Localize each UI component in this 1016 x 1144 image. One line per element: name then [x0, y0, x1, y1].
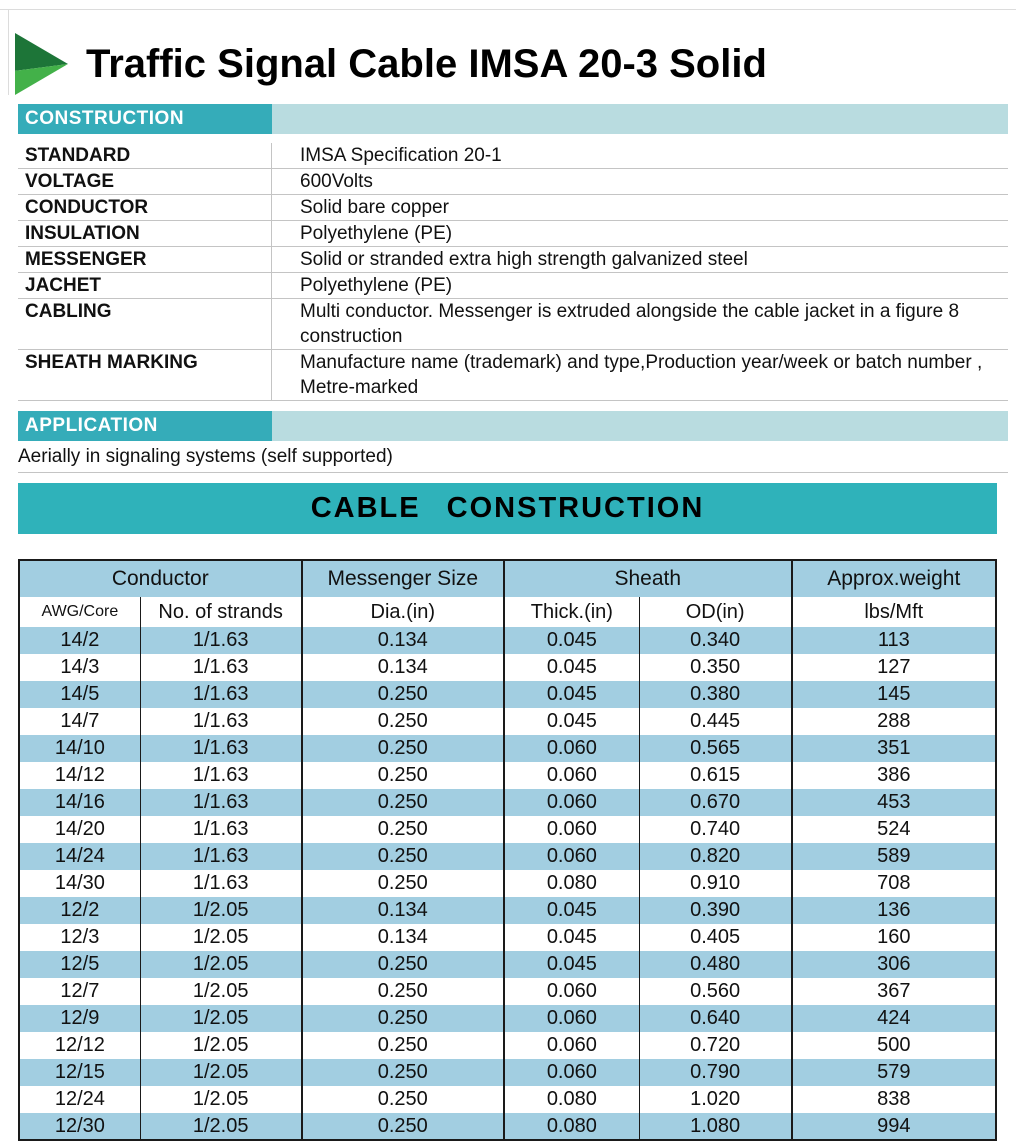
table-cell: 0.790 — [639, 1059, 791, 1086]
table-cell: 14/7 — [19, 708, 140, 735]
spec-row — [18, 221, 1008, 247]
table-cell: 12/3 — [19, 924, 140, 951]
title-bar — [0, 0, 1016, 104]
table-cell: 424 — [877, 1007, 911, 1029]
table-cell: 0.045 — [504, 924, 639, 951]
application-heading: APPLICATION — [18, 411, 272, 441]
application-text: Aerially in signaling systems (self supported) — [18, 441, 1008, 473]
table-cell: 708 — [877, 872, 911, 894]
spec-row — [18, 195, 1008, 221]
table-cell: 14/10 — [19, 735, 140, 762]
table-header — [19, 560, 996, 627]
green-play-arrow-icon — [15, 33, 68, 95]
table-cell: 136 — [877, 899, 911, 921]
table-row — [19, 1086, 996, 1113]
table-cell: 1/1.63 — [140, 789, 301, 816]
table-cell: 0.250 — [302, 951, 504, 978]
column-dia-in: Dia.(in) — [302, 597, 504, 627]
spec-label: JACHET — [18, 273, 272, 298]
table-row — [19, 627, 996, 654]
application-heading-band — [18, 411, 1008, 441]
table-cell: 0.910 — [639, 870, 791, 897]
table-row — [19, 789, 996, 816]
table-cell: 0.060 — [504, 816, 639, 843]
page-border-left-line — [8, 9, 9, 95]
spec-value: Solid or stranded extra high strength galvanized steel — [300, 249, 748, 270]
table-cell: 0.045 — [504, 627, 639, 654]
table-cell: 14/16 — [19, 789, 140, 816]
spec-label: SHEATH MARKING — [18, 350, 272, 400]
table-cell: 0.045 — [504, 681, 639, 708]
table-cell: 0.565 — [639, 735, 791, 762]
table-cell: 1/1.63 — [140, 762, 301, 789]
spec-value: Manufacture name (trademark) and type,Production year/week or batch number , Metre-marked — [300, 352, 983, 398]
table-cell: 1/1.63 — [140, 654, 301, 681]
table-cell: 0.250 — [302, 1032, 504, 1059]
table-cell: 1/1.63 — [140, 816, 301, 843]
table-cell: 0.720 — [639, 1032, 791, 1059]
table-cell: 160 — [877, 926, 911, 948]
table-cell: 0.250 — [302, 816, 504, 843]
table-row — [19, 762, 996, 789]
table-cell: 1/2.05 — [140, 1059, 301, 1086]
cable-construction-table — [18, 559, 997, 1141]
table-cell: 0.380 — [639, 681, 791, 708]
table-row — [19, 681, 996, 708]
spec-row — [18, 299, 1008, 350]
table-cell: 0.250 — [302, 978, 504, 1005]
table-cell: 14/2 — [19, 627, 140, 654]
table-cell: 0.615 — [639, 762, 791, 789]
table-cell: 12/30 — [19, 1113, 140, 1140]
table-cell: 1/1.63 — [140, 681, 301, 708]
table-cell: 0.250 — [302, 789, 504, 816]
table-cell: 0.250 — [302, 735, 504, 762]
column-group-messenger-size: Messenger Size — [302, 560, 504, 597]
column-group-conductor: Conductor — [19, 560, 302, 597]
table-cell: 0.060 — [504, 1032, 639, 1059]
table-row — [19, 708, 996, 735]
table-cell: 386 — [877, 764, 911, 786]
table-row — [19, 870, 996, 897]
table-cell: 0.250 — [302, 708, 504, 735]
table-cell: 1/2.05 — [140, 1005, 301, 1032]
spec-value: Multi conductor. Messenger is extruded alongside the cable jacket in a figure 8 construction — [300, 301, 960, 347]
table-cell: 0.045 — [504, 951, 639, 978]
table-cell: 14/5 — [19, 681, 140, 708]
table-row — [19, 978, 996, 1005]
construction-heading: CONSTRUCTION — [18, 104, 272, 134]
table-row — [19, 897, 996, 924]
table-row — [19, 843, 996, 870]
table-cell: 0.134 — [302, 627, 504, 654]
table-cell: 0.060 — [504, 1059, 639, 1086]
spec-value: IMSA Specification 20-1 — [300, 145, 502, 166]
spec-value: 600Volts — [300, 171, 373, 192]
table-cell: 1/2.05 — [140, 1086, 301, 1113]
table-cell: 1/1.63 — [140, 735, 301, 762]
table-row — [19, 816, 996, 843]
spec-row — [18, 273, 1008, 299]
spec-row — [18, 169, 1008, 195]
spec-label: MESSENGER — [18, 247, 272, 272]
construction-section — [0, 104, 1016, 401]
table-cell: 1/1.63 — [140, 708, 301, 735]
table-cell: 0.060 — [504, 762, 639, 789]
table-row — [19, 1113, 996, 1140]
spec-value: Polyethylene (PE) — [300, 223, 453, 244]
table-cell: 0.045 — [504, 897, 639, 924]
table-cell: 0.045 — [504, 708, 639, 735]
table-cell: 838 — [877, 1088, 911, 1110]
table-cell: 113 — [877, 629, 910, 651]
column-od-in: OD(in) — [639, 597, 791, 627]
table-cell: 0.060 — [504, 735, 639, 762]
table-cell: 0.560 — [639, 978, 791, 1005]
table-cell: 994 — [877, 1114, 911, 1137]
spec-row — [18, 247, 1008, 273]
spec-row — [18, 143, 1008, 169]
spec-row — [18, 350, 1008, 401]
table-cell: 589 — [877, 845, 911, 867]
table-cell: 0.134 — [302, 654, 504, 681]
table-cell: 0.820 — [639, 843, 791, 870]
table-cell: 0.250 — [302, 1059, 504, 1086]
table-cell: 0.060 — [504, 843, 639, 870]
spec-label: CONDUCTOR — [18, 195, 272, 220]
application-section — [0, 411, 1016, 473]
table-cell: 0.390 — [639, 897, 791, 924]
table-cell: 351 — [877, 737, 911, 759]
table-cell: 14/12 — [19, 762, 140, 789]
column-no-of-strands: No. of strands — [140, 597, 301, 627]
table-cell: 0.250 — [302, 1005, 504, 1032]
table-cell: 0.670 — [639, 789, 791, 816]
table-cell: 1/2.05 — [140, 924, 301, 951]
table-cell: 579 — [877, 1061, 911, 1083]
table-cell: 0.080 — [504, 870, 639, 897]
table-cell: 0.405 — [639, 924, 791, 951]
table-cell: 1/1.63 — [140, 627, 301, 654]
table-cell: 1.020 — [639, 1086, 791, 1113]
table-row — [19, 1032, 996, 1059]
table-cell: 524 — [877, 818, 911, 840]
table-row — [19, 654, 996, 681]
spec-label: INSULATION — [18, 221, 272, 246]
table-cell: 12/15 — [19, 1059, 140, 1086]
table-cell: 1/2.05 — [140, 897, 301, 924]
table-cell: 0.250 — [302, 762, 504, 789]
table-cell: 0.250 — [302, 870, 504, 897]
table-cell: 0.060 — [504, 789, 639, 816]
table-cell: 0.445 — [639, 708, 791, 735]
table-cell: 0.350 — [639, 654, 791, 681]
table-cell: 0.060 — [504, 1005, 639, 1032]
table-cell: 14/30 — [19, 870, 140, 897]
table-cell: 367 — [877, 980, 911, 1002]
table-cell: 0.340 — [639, 627, 791, 654]
column-group-sheath: Sheath — [504, 560, 792, 597]
spec-value: Solid bare copper — [300, 197, 449, 218]
table-cell: 12/12 — [19, 1032, 140, 1059]
table-group-header-row — [19, 560, 996, 597]
table-cell: 1/1.63 — [140, 843, 301, 870]
table-cell: 0.134 — [302, 897, 504, 924]
column-group-approx-weight: Approx.weight — [792, 560, 996, 597]
table-cell: 12/9 — [19, 1005, 140, 1032]
table-sub-header-row — [19, 597, 996, 627]
page-title: Traffic Signal Cable IMSA 20-3 Solid — [86, 41, 767, 86]
construction-heading-band-extension — [272, 104, 1008, 134]
table-cell: 0.080 — [504, 1086, 639, 1113]
table-cell: 12/7 — [19, 978, 140, 1005]
table-cell: 12/2 — [19, 897, 140, 924]
table-row — [19, 1005, 996, 1032]
table-cell: 453 — [877, 791, 911, 813]
table-cell: 500 — [877, 1034, 911, 1056]
table-cell: 0.250 — [302, 843, 504, 870]
table-cell: 288 — [877, 710, 911, 732]
column-lbs-mft: lbs/Mft — [792, 597, 996, 627]
table-cell: 1/2.05 — [140, 1032, 301, 1059]
table-cell: 14/20 — [19, 816, 140, 843]
table-cell: 0.250 — [302, 1086, 504, 1113]
column-awg-core: AWG/Core — [19, 597, 140, 627]
cable-construction-banner: CABLE CONSTRUCTION — [18, 483, 997, 534]
application-heading-band-extension — [272, 411, 1008, 441]
table-cell: 0.060 — [504, 978, 639, 1005]
table-cell: 0.045 — [504, 654, 639, 681]
column-thick-in: Thick.(in) — [504, 597, 639, 627]
table-cell: 0.250 — [302, 681, 504, 708]
table-cell: 12/24 — [19, 1086, 140, 1113]
page-border-top-line — [0, 9, 1016, 10]
table-cell: 0.640 — [639, 1005, 791, 1032]
table-cell: 1/1.63 — [140, 870, 301, 897]
table-row — [19, 735, 996, 762]
table-cell: 1/2.05 — [140, 951, 301, 978]
table-cell: 0.480 — [639, 951, 791, 978]
spec-label: VOLTAGE — [18, 169, 272, 194]
spec-label: CABLING — [18, 299, 272, 349]
table-cell: 1/2.05 — [140, 978, 301, 1005]
table-cell: 145 — [877, 683, 911, 705]
table-cell: 0.740 — [639, 816, 791, 843]
table-row — [19, 924, 996, 951]
table-cell: 306 — [877, 953, 911, 975]
table-cell: 127 — [877, 656, 911, 678]
table-row — [19, 1059, 996, 1086]
construction-heading-band — [18, 104, 1008, 134]
spec-value: Polyethylene (PE) — [300, 275, 453, 296]
table-cell: 1/2.05 — [140, 1113, 301, 1140]
table-cell: 0.134 — [302, 924, 504, 951]
table-cell: 12/5 — [19, 951, 140, 978]
spec-label: STANDARD — [18, 143, 272, 168]
table-body — [19, 627, 996, 1140]
table-row — [19, 951, 996, 978]
table-cell: 0.250 — [302, 1113, 504, 1140]
construction-spec-list — [18, 143, 1008, 401]
table-cell: 14/24 — [19, 843, 140, 870]
table-cell: 14/3 — [19, 654, 140, 681]
table-cell: 1.080 — [639, 1113, 791, 1140]
table-cell: 0.080 — [504, 1113, 639, 1140]
